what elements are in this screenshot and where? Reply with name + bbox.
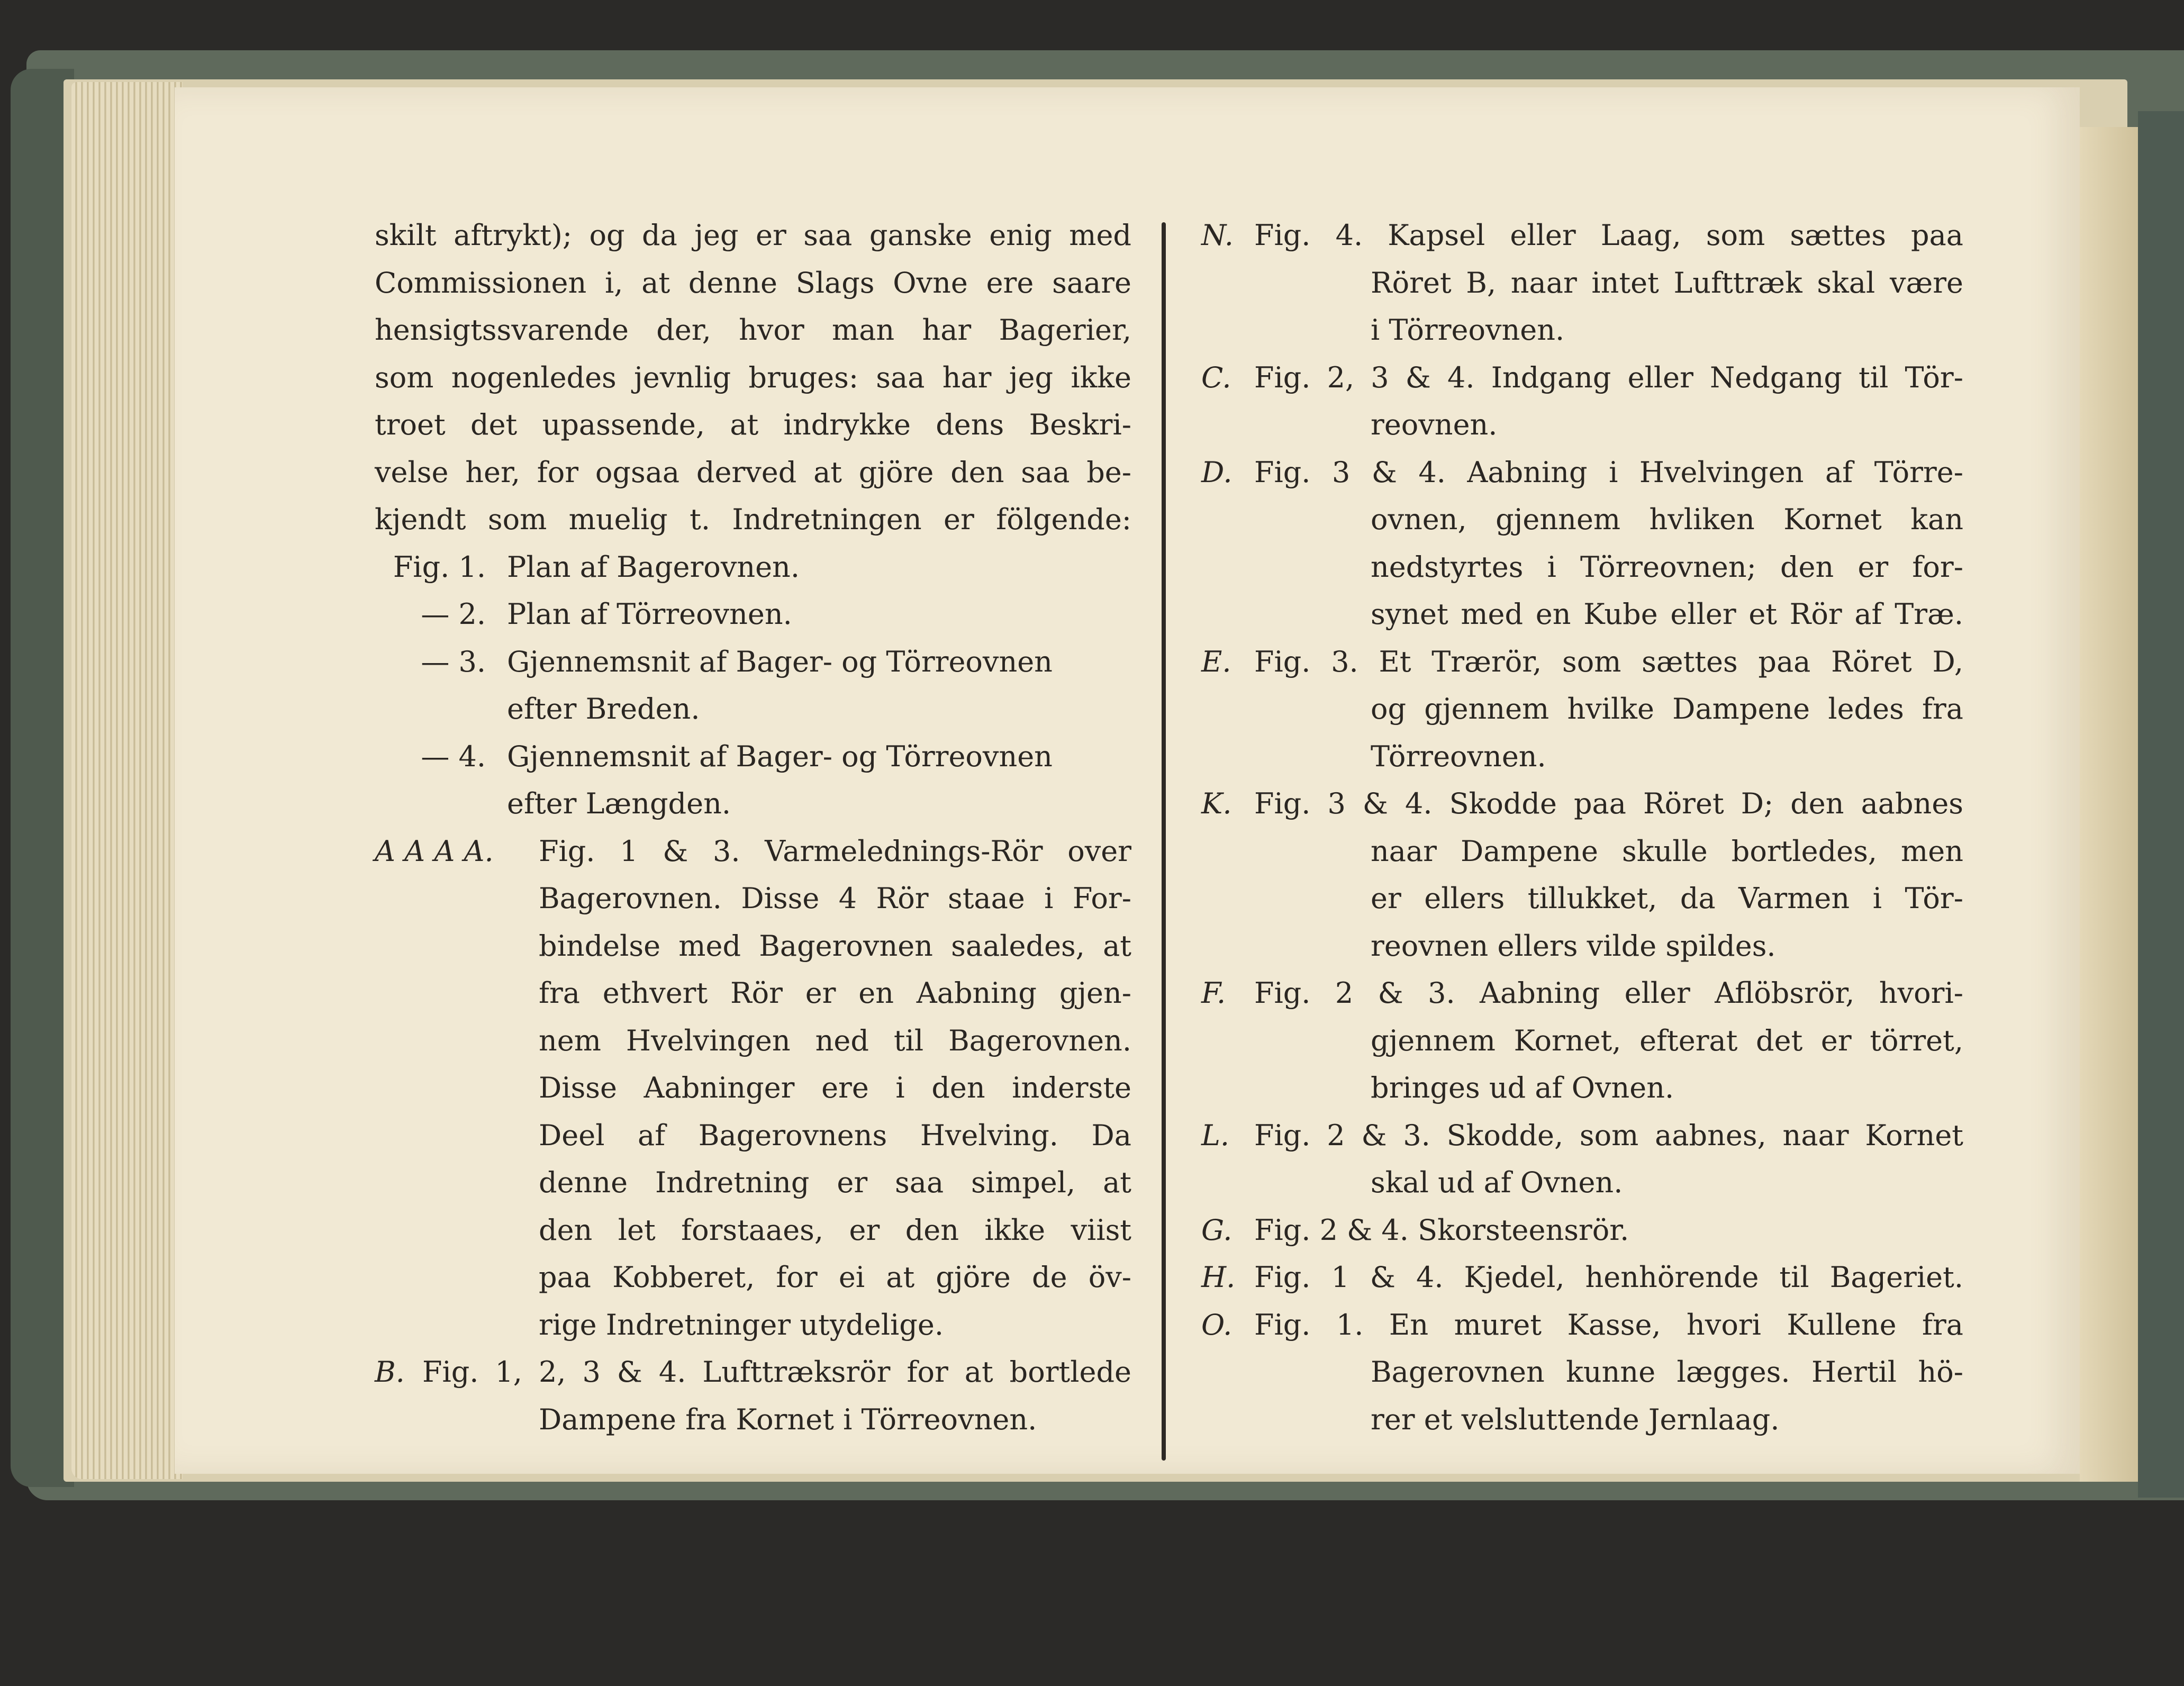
entry-letter: E. <box>1201 645 1231 678</box>
next-page-edge <box>2080 127 2143 1482</box>
text-line: gjennem Kornet, efterat det er törret, <box>1371 1023 1963 1057</box>
figure-item-continuation <box>375 685 1131 733</box>
text-line: Fig. 2 & 3. Skodde, som aabnes, naar Kornet <box>1254 1118 1963 1152</box>
text-line: nedstyrtes i Törreovnen; den er for- <box>1371 550 1963 584</box>
legend-entry-o <box>1201 1301 1963 1444</box>
text-line: Fig. 1, 2, 3 & 4. Lufttræksrör for at bortlede <box>422 1355 1131 1389</box>
entry-first-line <box>1201 1207 1963 1254</box>
figure-number-spacer <box>375 780 507 828</box>
text-line: den let forstaaes, er den ikke viist <box>539 1213 1131 1247</box>
text-line: rer et velsluttende Jernlaag. <box>1371 1402 1780 1436</box>
figure-description: Gjennemsnit af Bager- og Törreovnen <box>507 739 1053 773</box>
entry-body <box>1201 828 1963 970</box>
text-line: er ellers tillukket, da Varmen i Tör- <box>1371 882 1963 915</box>
entry-first-line <box>375 1348 1131 1396</box>
figure-list <box>375 543 1131 828</box>
figure-number: Fig. 1. <box>393 550 486 584</box>
figure-description: efter Breden. <box>507 692 700 726</box>
right-column <box>1201 212 1963 1443</box>
legend-entry-b <box>375 1348 1131 1443</box>
entry-letter: F. <box>1201 976 1226 1010</box>
text-line: Bagerovnen kunne lægges. Hertil hö- <box>1371 1355 1963 1389</box>
entry-letter: C. <box>1201 360 1231 394</box>
entry-letter: B. <box>375 1355 405 1389</box>
figure-item <box>375 543 1131 591</box>
entry-body <box>375 1396 1131 1444</box>
figure-description: Gjennemsnit af Bager- og Törreovnen <box>507 645 1053 678</box>
text-line: Fig. 3. Et Trærör, som sættes paa Röret D, <box>1254 645 1963 678</box>
entry-body <box>1201 1159 1963 1207</box>
figure-number: — 2. <box>421 597 486 631</box>
text-line: Disse Aabninger ere i den inderste <box>539 1071 1131 1104</box>
text-line: reovnen ellers vilde spildes. <box>1371 929 1776 963</box>
cover-right-edge <box>2138 111 2184 1498</box>
text-line: Fig. 4. Kapsel eller Laag, som sættes paa <box>1254 219 1963 252</box>
entry-first-line <box>1201 1112 1963 1159</box>
text-line: synet med en Kube eller et Rör af Træ. <box>1371 597 1963 631</box>
entry-letter: G. <box>1201 1213 1233 1247</box>
text-line: troet det upassende, at indrykke dens Beskri- <box>375 408 1131 441</box>
entry-body <box>1201 259 1963 354</box>
left-column <box>375 212 1131 1443</box>
entry-first-line <box>1201 212 1963 259</box>
entry-letter: H. <box>1201 1261 1236 1294</box>
entry-letter: N. <box>1201 219 1234 252</box>
text-line: reovnen. <box>1371 408 1498 441</box>
figure-number: — 3. <box>421 645 486 678</box>
entry-letter: L. <box>1201 1118 1230 1152</box>
entry-first-line <box>1201 1301 1963 1349</box>
entry-body <box>1201 401 1963 449</box>
text-line: ovnen, gjennem hvliken Kornet kan <box>1371 503 1963 536</box>
legend-entry-d <box>1201 449 1963 638</box>
figure-description: Plan af Bagerovnen. <box>507 550 800 584</box>
text-line: velse her, for ogsaa derved at gjöre den saa be- <box>375 455 1131 489</box>
legend-entry-k <box>1201 780 1963 969</box>
intro-paragraph <box>375 212 1131 543</box>
text-line: Röret B, naar intet Lufttræk skal være <box>1371 266 1963 300</box>
figure-item <box>375 733 1131 781</box>
entry-body <box>1201 496 1963 638</box>
entry-body <box>375 875 1131 1348</box>
text-line: rige Indretninger utydelige. <box>539 1308 944 1341</box>
text-line: Fig. 3 & 4. Aabning i Hvelvingen af Törre- <box>1254 455 1963 489</box>
entry-first-line <box>1201 1254 1963 1301</box>
legend-entry-n <box>1201 212 1963 354</box>
figure-number-spacer <box>375 685 507 733</box>
figure-item <box>375 591 1131 638</box>
text-line: og gjennem hvilke Dampene ledes fra <box>1371 692 1963 726</box>
figure-item-continuation <box>375 780 1131 828</box>
text-line: skal ud af Ovnen. <box>1371 1166 1623 1199</box>
text-line: Fig. 1. En muret Kasse, hvori Kullene fra <box>1254 1308 1963 1341</box>
text-line: kjendt som muelig t. Indretningen er fölgende: <box>375 503 1131 536</box>
figure-item <box>375 638 1131 686</box>
text-line: Fig. 2 & 3. Aabning eller Aflöbsrör, hvori- <box>1254 976 1963 1010</box>
text-line: skilt aftrykt); og da jeg er saa ganske enig med <box>375 219 1131 252</box>
legend-entry-l <box>1201 1112 1963 1207</box>
text-line: Törreovnen. <box>1371 739 1546 773</box>
text-line: Fig. 1 & 3. Varmelednings-Rör over <box>539 834 1131 868</box>
text-line: Fig. 2, 3 & 4. Indgang eller Nedgang til Tör- <box>1254 360 1963 394</box>
entry-letter: A A A A. <box>375 834 494 868</box>
entry-letter: K. <box>1201 787 1232 820</box>
legend-entry-f <box>1201 969 1963 1112</box>
legend-entry-g <box>1201 1207 1963 1254</box>
text-line: paa Kobberet, for ei at gjöre de öv- <box>539 1261 1131 1294</box>
entry-first-line <box>1201 354 1963 402</box>
entry-body <box>1201 685 1963 780</box>
text-line: Bagerovnen. Disse 4 Rör staae i For- <box>539 882 1131 915</box>
entry-body <box>1201 1348 1963 1443</box>
entry-first-line <box>1201 780 1963 828</box>
figure-description: Plan af Törreovnen. <box>507 597 792 631</box>
text-line: denne Indretning er saa simpel, at <box>539 1166 1131 1199</box>
text-line: Deel af Bagerovnens Hvelving. Da <box>539 1118 1131 1152</box>
entry-body <box>1201 1017 1963 1112</box>
figure-description: efter Længden. <box>507 787 731 820</box>
entry-first-line <box>1201 969 1963 1017</box>
text-line: Fig. 2 & 4. Skorsteensrör. <box>1254 1213 1629 1247</box>
text-line: i Törreovnen. <box>1371 313 1565 347</box>
text-line: Fig. 3 & 4. Skodde paa Röret D; den aabnes <box>1254 787 1963 820</box>
text-line: Commissionen i, at denne Slags Ovne ere saare <box>375 266 1131 300</box>
legend-entry-c <box>1201 354 1963 449</box>
text-line: hensigtssvarende der, hvor man har Bagerier, <box>375 313 1131 347</box>
page-edges <box>71 82 183 1479</box>
text-line: som nogenledes jevnlig bruges: saa har jeg ikke <box>375 360 1131 394</box>
text-line: fra ethvert Rör er en Aabning gjen- <box>539 976 1131 1010</box>
legend-entry-h <box>1201 1254 1963 1301</box>
entry-first-line <box>375 828 1131 875</box>
column-divider <box>1162 222 1166 1461</box>
text-line: Dampene fra Kornet i Törreovnen. <box>539 1402 1037 1436</box>
text-line: Fig. 1 & 4. Kjedel, henhörende til Bageriet. <box>1254 1261 1963 1294</box>
entry-first-line <box>1201 638 1963 686</box>
legend-entry-aaaa <box>375 828 1131 1349</box>
text-line: naar Dampene skulle bortledes, men <box>1371 834 1963 868</box>
entry-letter: O. <box>1201 1308 1233 1341</box>
entry-first-line <box>1201 449 1963 496</box>
legend-entry-e <box>1201 638 1963 781</box>
text-line: bringes ud af Ovnen. <box>1371 1071 1674 1104</box>
figure-number: — 4. <box>421 739 486 773</box>
entry-letter: D. <box>1201 455 1233 489</box>
text-line: bindelse med Bagerovnen saaledes, at <box>539 929 1131 963</box>
text-line: nem Hvelvingen ned til Bagerovnen. <box>539 1023 1131 1057</box>
